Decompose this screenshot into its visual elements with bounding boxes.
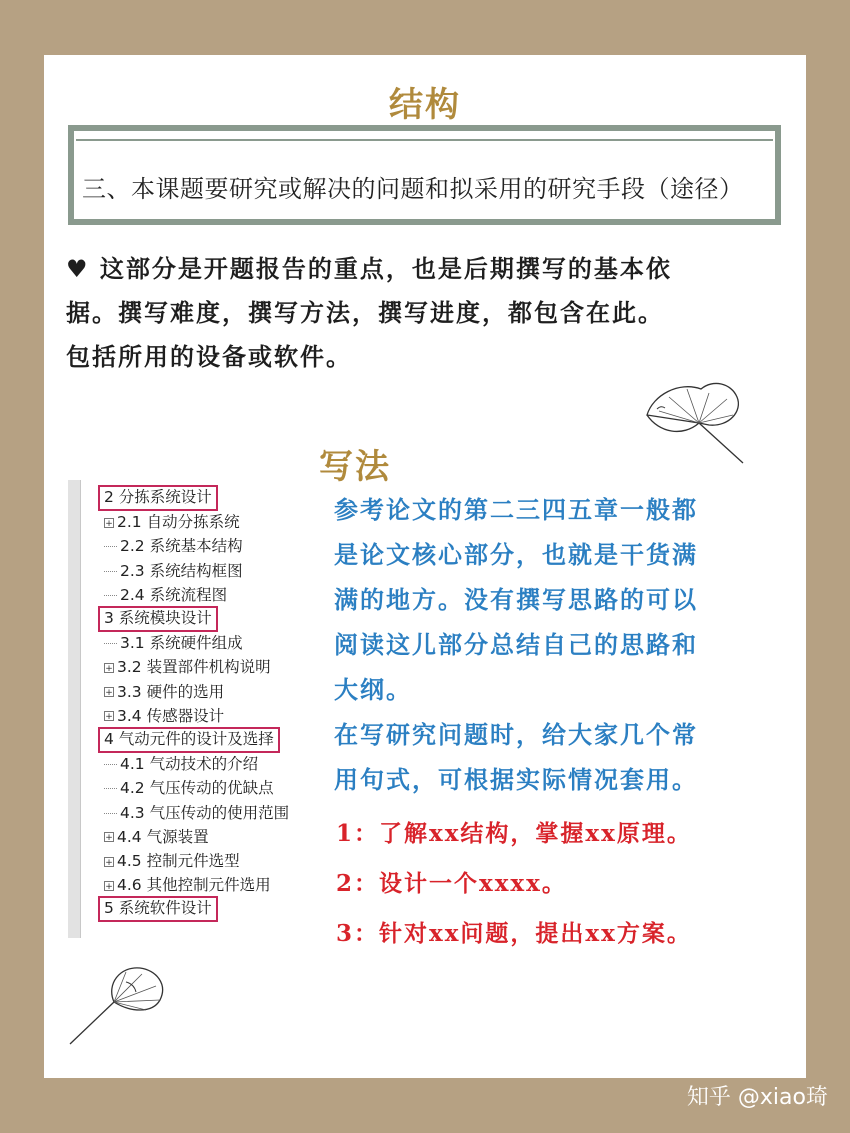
outline-section[interactable] [104, 534, 243, 558]
outline-section[interactable] [104, 655, 271, 679]
writing-line: 在写研究问题时，给大家几个常 [334, 720, 698, 749]
tree-connector [104, 813, 117, 814]
intro-line: 据。撰写难度，撰写方法，撰写进度，都包含在此。 [66, 298, 664, 327]
outline-label: 4 气动元件的设计及选择 [104, 730, 274, 748]
expand-icon[interactable]: + [105, 857, 113, 868]
expand-icon[interactable]: + [105, 518, 113, 529]
template-item: 3：针对xx问题，提出xx方案。 [336, 920, 692, 947]
outline-section[interactable] [104, 510, 240, 534]
outline-section[interactable] [104, 825, 209, 849]
outline-label: 4.6 其他控制元件选用 [117, 876, 271, 895]
expand-icon[interactable]: + [105, 663, 113, 674]
outline-label: 2.4 系统流程图 [120, 585, 228, 604]
outline-chapter[interactable] [98, 606, 218, 632]
ginkgo-leaf-icon [64, 960, 174, 1050]
outline-tree [68, 480, 328, 938]
outline-label: 3.2 装置部件机构说明 [117, 658, 271, 677]
outline-label: 2.1 自动分拣系统 [117, 513, 240, 532]
writing-title: 写法 [319, 447, 391, 487]
tree-connector [104, 595, 117, 596]
outline-section[interactable] [104, 559, 243, 583]
tree-scroll-rail [68, 480, 81, 938]
outline-label: 4.5 控制元件选型 [117, 852, 240, 870]
expand-icon[interactable]: + [105, 712, 113, 723]
writing-line: 是论文核心部分，也就是干货满 [334, 540, 698, 569]
tree-connector [104, 546, 117, 547]
outline-label: 2.2 系统基本结构 [120, 537, 243, 556]
outline-section[interactable] [104, 704, 224, 728]
tree-connector [104, 788, 117, 789]
writing-paragraph [334, 487, 774, 802]
outline-section[interactable] [104, 583, 227, 607]
intro-line: 包括所用的设备或软件。 [66, 342, 352, 371]
outline-section[interactable] [104, 873, 271, 897]
intro-line: ♥ 这部分是开题报告的重点，也是后期撰写的基本依 [66, 254, 672, 283]
template-item: 1：了解xx结构，掌握xx原理。 [336, 820, 692, 847]
outline-label: 3.4 传感器设计 [117, 706, 225, 725]
outline-chapter[interactable] [98, 727, 280, 753]
outline-chapter[interactable] [98, 896, 218, 922]
outline-chapter[interactable] [98, 485, 218, 511]
tree-connector [104, 643, 117, 644]
outline-label: 5 系统软件设计 [104, 899, 212, 918]
outline-label: 3 系统模块设计 [104, 609, 212, 627]
outline-label: 4.1 气动技术的介绍 [120, 755, 259, 774]
outline-section[interactable] [104, 680, 224, 704]
outline-label: 2.3 系统结构框图 [120, 561, 243, 580]
writing-line: 满的地方。没有撰写思路的可以 [334, 585, 698, 614]
intro-paragraph [66, 247, 786, 379]
tree-connector [104, 764, 117, 765]
watermark: 知乎 @xiao琦 [686, 1085, 828, 1110]
content-card [44, 55, 806, 1078]
expand-icon[interactable]: + [105, 881, 113, 892]
outline-label: 4.4 气源装置 [117, 827, 209, 846]
outline-label: 3.3 硬件的选用 [117, 682, 225, 701]
outline-section[interactable] [104, 631, 243, 655]
outline-label: 3.1 系统硬件组成 [120, 634, 243, 653]
outline-section[interactable] [104, 801, 289, 825]
tree-connector [104, 571, 117, 572]
writing-line: 阅读这儿部分总结自己的思路和 [334, 630, 698, 659]
writing-line: 用句式，可根据实际情况套用。 [334, 765, 698, 794]
topic-box-text: 三、本课题要研究或解决的问题和拟采用的研究手段（途径） [82, 175, 744, 203]
outline-label: 4.3 气压传动的使用范围 [120, 803, 290, 822]
outline-label: 4.2 气压传动的优缺点 [120, 779, 274, 798]
outline-section[interactable] [104, 752, 258, 776]
template-item: 2：设计一个xxxx。 [336, 870, 567, 897]
writing-line: 大纲。 [334, 675, 412, 704]
outline-label: 2 分拣系统设计 [104, 488, 212, 506]
writing-line: 参考论文的第二三四五章一般都 [334, 495, 698, 524]
outline-section[interactable] [104, 776, 274, 800]
topic-box [68, 125, 781, 225]
structure-title: 结构 [389, 85, 461, 125]
outline-section[interactable] [104, 849, 240, 873]
expand-icon[interactable]: + [105, 833, 113, 844]
expand-icon[interactable]: + [105, 688, 113, 699]
